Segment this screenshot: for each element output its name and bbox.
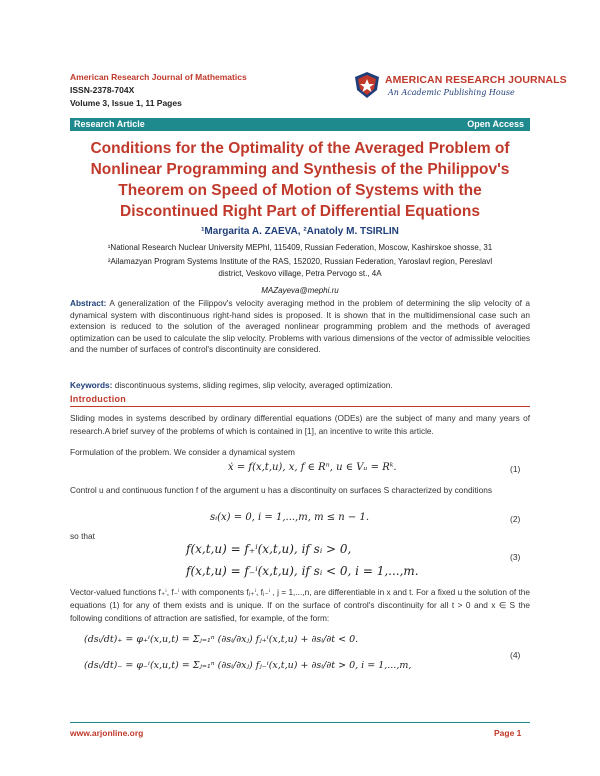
- article-type-bar: [70, 118, 530, 131]
- paper-title: [70, 138, 530, 222]
- author-email: MAZayeva@mephi.ru: [261, 286, 339, 295]
- equation-number: (1): [510, 464, 521, 474]
- logo-title: AMERICAN RESEARCH JOURNALS: [385, 74, 567, 86]
- keywords-text: discontinuous systems, sliding regimes, slip velocity, averaged optimization.: [114, 380, 393, 390]
- equation-3b: f(x,t,u) = f₋ⁱ(x,t,u), if sᵢ < 0, i = 1,...,m.: [186, 564, 419, 578]
- journal-name: American Research Journal of Mathematics: [70, 72, 247, 82]
- affiliation-2-cont: district, Veskovo village, Petra Pervogo st., 4A: [218, 269, 382, 278]
- abstract-label: Abstract:: [70, 298, 107, 308]
- equation-number: (3): [510, 552, 521, 562]
- paragraph: Sliding modes in systems described by ordinary differential equations (ODEs) are the subject of many and many years of research.A brief survey of the problems of which is contained in [1], an incentive to write this article.: [70, 413, 530, 436]
- equation-3a: f(x,t,u) = f₊ⁱ(x,t,u), if sᵢ > 0,: [186, 542, 352, 556]
- abstract-text: A generalization of the Filippov's velocity averaging method in the problem of determining the slip velocity of a dynamical system with discontinuous right-hand sides is proposed. It is shown that in the multidimensional case such an extension is reduced to the solution of the averaged nonlinear programming problem and the methods of averaged optimization can be used to calculate the slip velocity. Problems with various dimensions of the vector of admissible velocities and the number of surfaces of control's discontinuity are considered.: [70, 298, 530, 354]
- issn: ISSN-2378-704X: [70, 85, 135, 95]
- title-line: Conditions for the Optimality of the Averaged Problem of: [90, 140, 510, 157]
- research-article-label: Research Article: [74, 119, 145, 129]
- equation-1: ẋ = f(x,t,u), x, f ∈ Rⁿ, u ∈ Vᵤ = Rᵏ.: [228, 462, 397, 473]
- equation-4b: (dsᵢ/dt)₋ = φ₋ⁱ(x,u,t) = Σⱼ₌₁ⁿ (∂sᵢ/∂xⱼ) fⱼ₋ⁱ(x,t,u) + ∂sᵢ/∂t > 0, i = 1,...,m,: [84, 660, 412, 671]
- volume-info: Volume 3, Issue 1, 11 Pages: [70, 98, 182, 108]
- paragraph: Control u and continuous function f of the argument u has a discontinuity on surfaces S characterized by conditions: [70, 485, 493, 495]
- equation-4a: (dsᵢ/dt)₊ = φ₊ⁱ(x,u,t) = Σⱼ₌₁ⁿ (∂sᵢ/∂xⱼ) fⱼ₊ⁱ(x,t,u) + ∂sᵢ/∂t < 0.: [84, 634, 359, 645]
- authors: ¹Margarita A. ZAEVA, ²Anatoly M. TSIRLIN: [201, 226, 399, 237]
- equation-number: (2): [510, 514, 521, 524]
- footer-rule: [70, 722, 530, 723]
- logo-subtitle: An Academic Publishing House: [388, 88, 515, 97]
- shield-star-icon: [352, 70, 382, 100]
- abstract: [70, 298, 530, 356]
- keywords: [70, 380, 530, 390]
- section-rule: [70, 406, 530, 407]
- paragraph: Formulation of the problem. We consider a dynamical system: [70, 447, 295, 457]
- publisher-logo: [352, 70, 567, 102]
- affiliation-1: ¹National Research Nuclear University MEPhI, 115409, Russian Federation, Moscow, Kashirskoe shosse, 31: [107, 243, 493, 252]
- open-access-label: Open Access: [467, 119, 524, 129]
- paragraph: Vector-valued functions f₊ⁱ, f₋ⁱ with components fⱼ₊ⁱ, fⱼ₋ⁱ , j = 1,...,n, are differentiable in x and t. For a fixed u the solution of the equations (1) for any of them exists and is unique. If on the surface of control's discontinuity for all t > 0 and x ∈ S the following conditions of attraction are satisfied, for example, of the form:: [70, 587, 530, 623]
- page-number: Page 1: [494, 728, 522, 738]
- affiliation-2: ²Ailamazyan Program Systems Institute of the RAS, 152020, Russian Federation, Yaroslavl region, Pereslavl: [107, 257, 493, 266]
- equation-2: sᵢ(x) = 0, i = 1,...,m, m ≤ n − 1.: [210, 512, 370, 523]
- keywords-label: Keywords:: [70, 380, 113, 390]
- paragraph: so that: [70, 531, 95, 541]
- equation-number: (4): [510, 650, 521, 660]
- title-line: Theorem on Speed of Motion of Systems with the: [118, 182, 482, 199]
- title-line: Nonlinear Programming and Synthesis of the Philippov's: [90, 161, 510, 178]
- title-line: Discontinued Right Part of Differential Equations: [120, 203, 480, 220]
- section-heading: Introduction: [70, 394, 127, 404]
- footer-url[interactable]: www.arjonline.org: [70, 728, 144, 738]
